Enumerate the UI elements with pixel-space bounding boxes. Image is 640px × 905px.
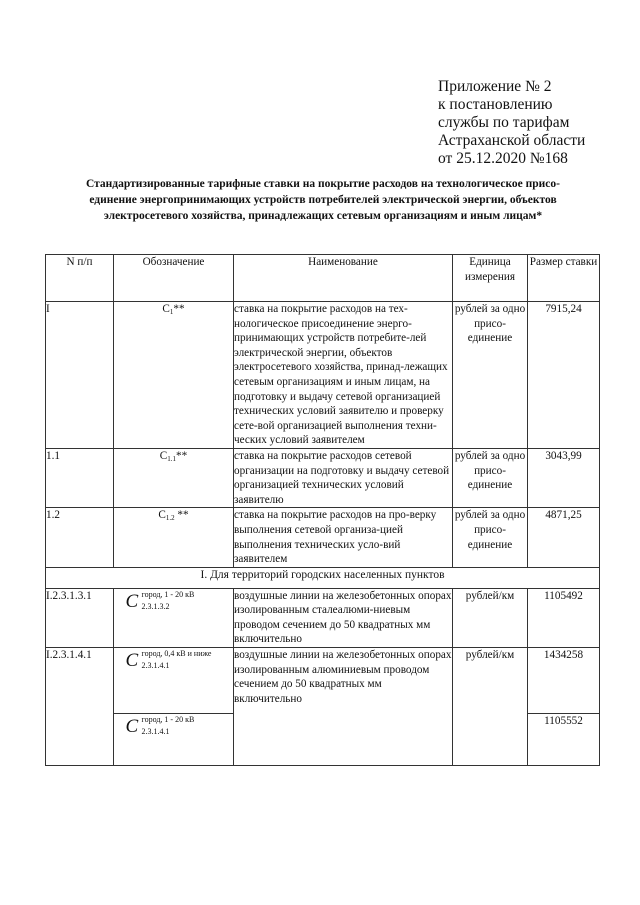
- row-symbol: [114, 588, 234, 647]
- symbol-formula: [126, 589, 222, 617]
- row-unit: рублей за одно присо-единение: [453, 508, 528, 567]
- row-value: 1105492: [528, 588, 600, 647]
- symbol-sub: 2.3.1.4.1: [141, 727, 170, 737]
- row-symbol: [114, 302, 234, 449]
- row-symbol: [114, 508, 234, 567]
- table-row: [46, 648, 600, 714]
- symbol-sup: город, 1 - 20 кВ: [141, 589, 195, 599]
- row-value: 4871,25: [528, 508, 600, 567]
- symbol-base: C: [159, 449, 168, 462]
- row-num: I.2.3.1.3.1: [46, 588, 114, 647]
- symbol-base: C: [125, 590, 139, 612]
- row-unit: рублей за одно присо-единение: [453, 448, 528, 507]
- row-name: ставка на покрытие расходов сетевой организации на подготовку и выдачу сетевой организацией технических условий заявителю: [234, 448, 453, 507]
- section-row: [46, 567, 600, 588]
- row-name: ставка на покрытие расходов на про-верку выполнения сетевой организа-цией выполнения технических усло-вий заявителем: [234, 508, 453, 567]
- row-symbol: [114, 714, 234, 766]
- title-line: Стандартизированные тарифные ставки на покрытие расходов на технологическое присо-: [85, 178, 560, 190]
- row-unit: рублей/км: [453, 648, 528, 766]
- symbol-sup: город, 0,4 кВ и ниже: [141, 649, 212, 659]
- row-value: 1434258: [528, 648, 600, 714]
- table-row: [46, 508, 600, 567]
- row-num: 1.1: [46, 448, 114, 507]
- symbol-base: C: [158, 509, 166, 522]
- table-header-row: [46, 255, 600, 302]
- header-num: N п/п: [46, 255, 114, 302]
- row-value: 7915,24: [528, 302, 600, 449]
- row-name: ставка на покрытие расходов на тех-нологическое присоединение энерго-принимающих устройств потребите-лей электрической энергии, объектов электросетевого хозяйства, принад-лежащих сетевым организациям и иным лицам, на подготовку и выдачу сетевой организацией технических условий заявителю и проверку сете-вой организацией выполнения техни-ческих условий заявителем: [234, 302, 453, 449]
- symbol-sub: 1: [169, 308, 174, 316]
- row-num: 1.2: [46, 508, 114, 567]
- appendix-line: Приложение № 2: [438, 78, 552, 95]
- appendix-block: [438, 78, 585, 168]
- header-symbol: Обозначение: [114, 255, 234, 302]
- symbol-base: C: [125, 716, 139, 738]
- symbol-formula: [126, 648, 222, 676]
- symbol-stars: **: [176, 449, 188, 462]
- section-heading: I. Для территорий городских населенных пунктов: [46, 567, 600, 588]
- appendix-line: к постановлению: [438, 96, 553, 113]
- document-title: [62, 176, 584, 224]
- symbol-base: C: [125, 650, 139, 672]
- table-row: [46, 448, 600, 507]
- row-unit: рублей за одно присо-единение: [453, 302, 528, 449]
- row-symbol: [114, 648, 234, 714]
- header-value: Размер ставки: [528, 255, 600, 302]
- symbol-sub: 2.3.1.4.1: [141, 661, 170, 671]
- row-name: воздушные линии на железобетонных опорах изолированным сталеалюми-ниевым проводом сечением до 50 квадратных мм включительно: [234, 588, 453, 647]
- tariff-table: [45, 254, 600, 766]
- row-value: 1105552: [528, 714, 600, 766]
- table-row: [46, 302, 600, 449]
- row-name: воздушные линии на железобетонных опорах изолированным алюминиевым проводом сечением до 50 квадратных мм включительно: [234, 648, 453, 766]
- title-line: электросетевого хозяйства, принадлежащих сетевым организациям и иным лицам*: [103, 210, 543, 222]
- symbol-base: C: [162, 303, 170, 315]
- header-unit: Единица измерения: [453, 255, 528, 302]
- symbol-formula: [126, 714, 222, 742]
- header-name: Наименование: [234, 255, 453, 302]
- row-unit: рублей/км: [453, 588, 528, 647]
- title-line: единение энергопринимающих устройств потребителей электрической энергии, объектов: [89, 194, 557, 206]
- appendix-line: от 25.12.2020 №168: [438, 150, 568, 167]
- symbol-sup: город, 1 - 20 кВ: [141, 715, 195, 725]
- appendix-line: Астраханской области: [438, 132, 586, 149]
- row-num: I: [46, 302, 114, 449]
- row-value: 3043,99: [528, 448, 600, 507]
- symbol-stars: **: [174, 509, 189, 522]
- symbol-sub: 2.3.1.3.2: [141, 601, 170, 611]
- row-num: I.2.3.1.4.1: [46, 648, 114, 766]
- symbol-stars: **: [173, 303, 185, 315]
- symbol-sub: 1.2: [165, 514, 175, 523]
- appendix-line: службы по тарифам: [438, 114, 570, 131]
- row-symbol: [114, 448, 234, 507]
- table-row: [46, 588, 600, 647]
- symbol-sub: 1.1: [167, 454, 177, 463]
